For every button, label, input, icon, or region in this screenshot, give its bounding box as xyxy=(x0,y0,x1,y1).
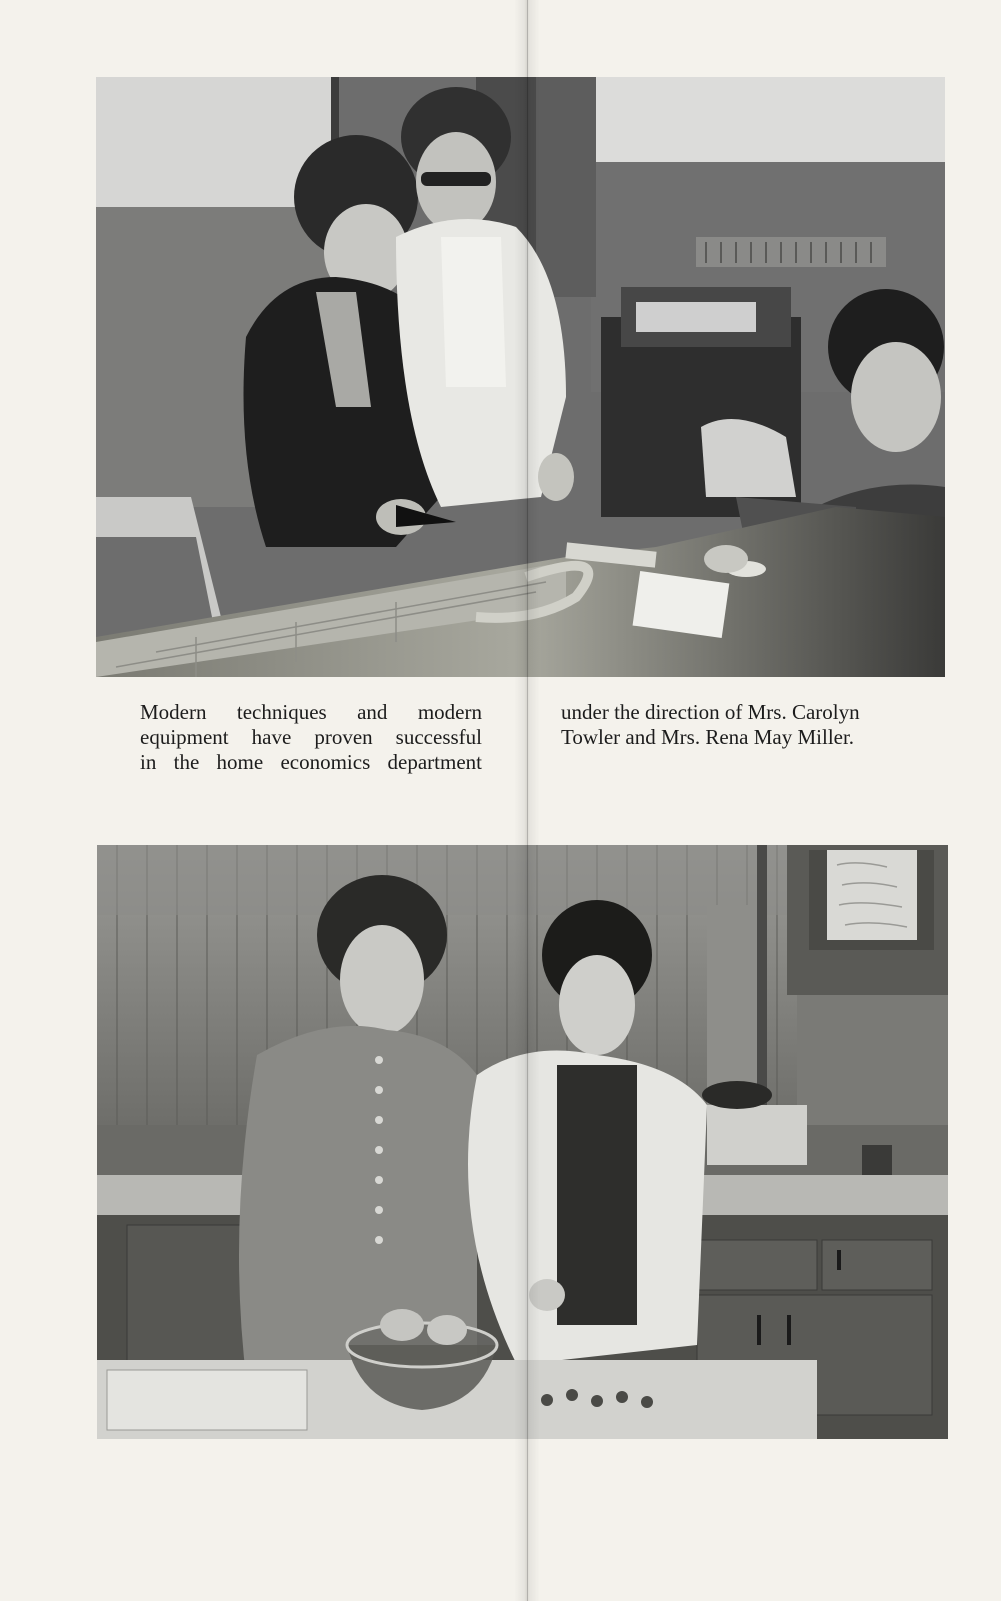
page-fold-line xyxy=(527,0,528,1601)
caption-left-line-2: equipment have proven successful xyxy=(140,725,482,749)
caption-right-line-2: Towler and Mrs. Rena May Miller. xyxy=(561,725,855,749)
caption-right xyxy=(561,700,901,750)
caption-left-line-1: Modern techniques and modern xyxy=(140,700,482,724)
caption-left xyxy=(140,700,482,775)
caption-left-line-3: in the home economics department xyxy=(140,750,482,774)
caption-right-line-1: under the direction of Mrs. Carolyn xyxy=(561,700,860,724)
